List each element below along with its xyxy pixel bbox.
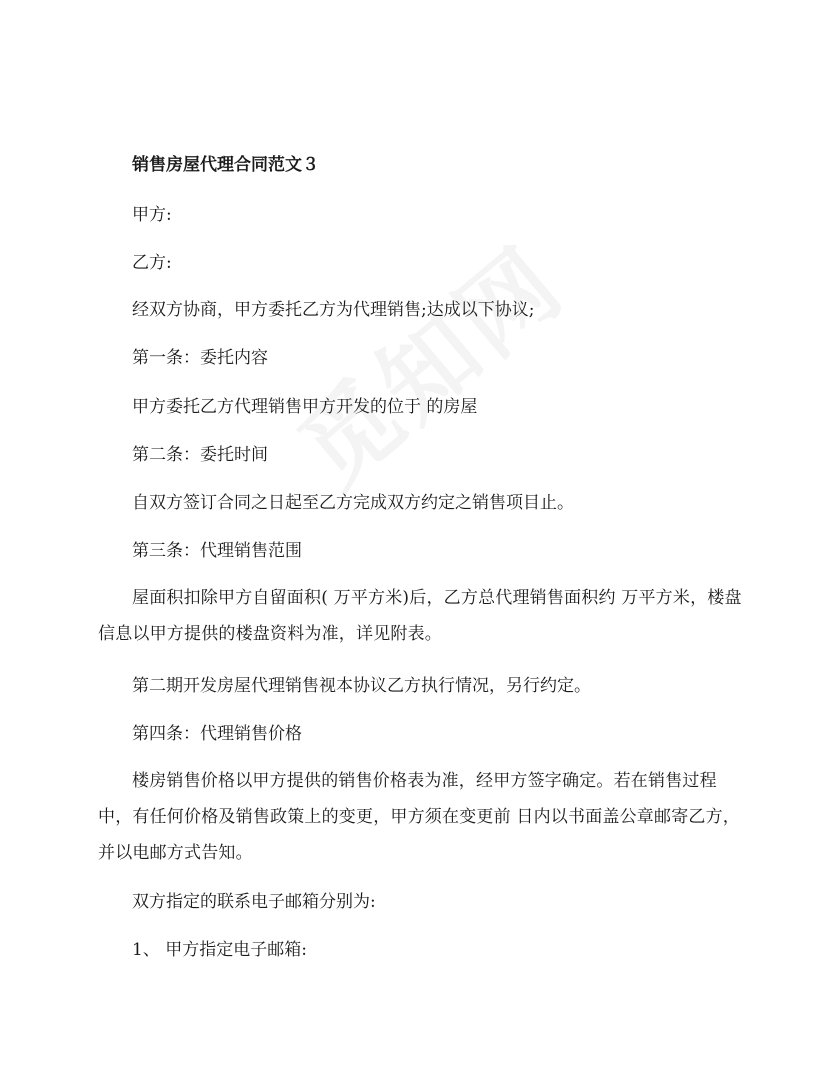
party-a-label: 甲方: (132, 205, 172, 225)
article-1-heading: 第一条：委托内容 (132, 348, 268, 368)
article-3-heading: 第三条：代理销售范围 (132, 541, 302, 561)
article-2-body: 自双方签订合同之日起至乙方完成双方约定之销售项目止。 (132, 493, 574, 513)
article-3-phase2: 第二期开发房屋代理销售视本协议乙方执行情况，另行约定。 (132, 676, 591, 696)
intro-paragraph: 经双方协商，甲方委托乙方为代理销售;达成以下协议; (132, 300, 535, 320)
article-4-body: 楼房销售价格以甲方提供的销售价格表为准，经甲方签字确定。若在销售过程中，有任何价格及销售政策上的变更，甲方须在变更前 日内以书面盖公章邮寄乙方，并以电邮方式告知。 (98, 771, 741, 863)
email-party-a: 1、 甲方指定电子邮箱: (132, 940, 307, 960)
article-3-body: 屋面积扣除甲方自留面积( 万平方米)后，乙方总代理销售面积约 万平方米，楼盘信息以甲方提供的楼盘资料为准，详见附表。 (98, 588, 742, 644)
document-title: 销售房屋代理合同范文３ (132, 155, 319, 175)
article-2-heading: 第二条：委托时间 (132, 445, 268, 465)
article-4-heading: 第四条：代理销售价格 (132, 724, 302, 744)
party-b-label: 乙方: (132, 253, 172, 273)
email-intro: 双方指定的联系电子邮箱分别为: (132, 892, 376, 912)
article-1-body: 甲方委托乙方代理销售甲方开发的位于 的房屋 (132, 397, 478, 417)
